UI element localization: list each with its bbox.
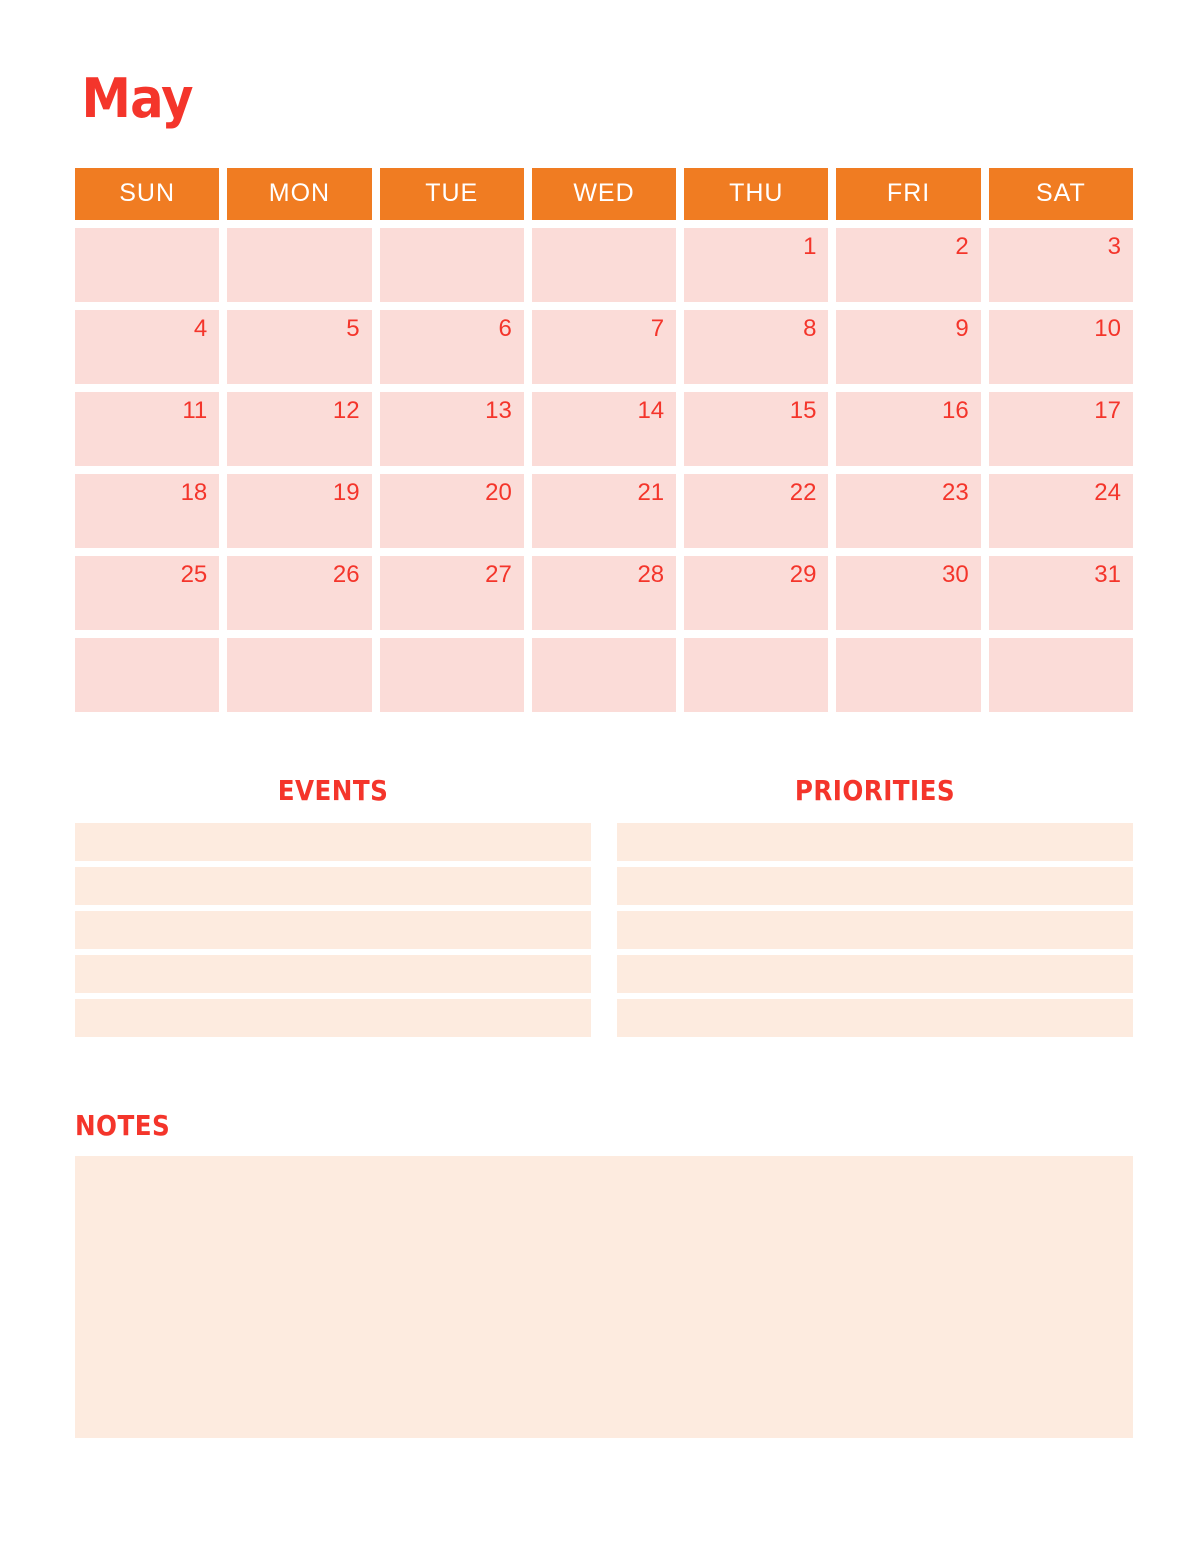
calendar-week-row xyxy=(75,310,1133,384)
day-cell[interactable] xyxy=(684,638,828,712)
events-column xyxy=(75,774,591,1043)
events-row[interactable] xyxy=(75,999,591,1037)
priorities-row[interactable] xyxy=(617,911,1133,949)
day-number: 7 xyxy=(650,315,665,342)
day-cell[interactable] xyxy=(989,556,1133,630)
day-number: 4 xyxy=(193,315,208,342)
calendar-week-row xyxy=(75,392,1133,466)
day-number: 13 xyxy=(485,397,512,424)
day-number: 29 xyxy=(789,561,817,588)
day-number: 31 xyxy=(1094,561,1121,588)
day-number: 23 xyxy=(942,479,969,506)
day-number: 27 xyxy=(485,561,512,588)
day-number: 10 xyxy=(1094,315,1121,342)
weekday-thu: THU xyxy=(684,168,828,220)
day-cell[interactable] xyxy=(75,638,219,712)
day-cell[interactable] xyxy=(836,310,980,384)
calendar-week-row xyxy=(75,474,1133,548)
day-cell[interactable] xyxy=(532,556,676,630)
day-cell[interactable] xyxy=(532,392,676,466)
weekday-header-row xyxy=(75,168,1133,220)
day-cell[interactable] xyxy=(836,556,980,630)
events-priorities-section xyxy=(65,774,1135,1043)
day-cell[interactable] xyxy=(532,228,676,302)
day-cell[interactable] xyxy=(227,392,371,466)
calendar-grid xyxy=(65,168,1135,712)
day-number: 25 xyxy=(180,561,208,588)
day-number: 12 xyxy=(332,397,360,424)
weekday-wed: WED xyxy=(532,168,676,220)
day-cell[interactable] xyxy=(684,392,828,466)
day-cell[interactable] xyxy=(380,392,524,466)
priorities-row[interactable] xyxy=(617,955,1133,993)
day-cell[interactable] xyxy=(380,638,524,712)
day-cell[interactable] xyxy=(380,556,524,630)
day-cell[interactable] xyxy=(989,474,1133,548)
day-number: 20 xyxy=(485,479,512,506)
day-cell[interactable] xyxy=(989,310,1133,384)
weekday-fri: FRI xyxy=(836,168,980,220)
day-number: 1 xyxy=(803,233,817,260)
day-cell[interactable] xyxy=(75,474,219,548)
day-number: 19 xyxy=(332,479,360,506)
day-cell[interactable] xyxy=(75,556,219,630)
day-number: 5 xyxy=(346,315,360,342)
weekday-sat: SAT xyxy=(989,168,1133,220)
day-cell[interactable] xyxy=(75,228,219,302)
notes-section xyxy=(65,1109,1135,1438)
day-cell[interactable] xyxy=(75,310,219,384)
day-number: 30 xyxy=(942,561,969,588)
day-number: 28 xyxy=(637,561,665,588)
day-number: 14 xyxy=(637,397,665,424)
day-cell[interactable] xyxy=(380,228,524,302)
day-cell[interactable] xyxy=(989,228,1133,302)
day-cell[interactable] xyxy=(989,392,1133,466)
priorities-row[interactable] xyxy=(617,823,1133,861)
day-cell[interactable] xyxy=(227,474,371,548)
day-number: 22 xyxy=(789,479,817,506)
events-row[interactable] xyxy=(75,867,591,905)
day-cell[interactable] xyxy=(684,474,828,548)
day-number: 15 xyxy=(789,397,817,424)
day-number: 2 xyxy=(955,233,969,260)
day-number: 8 xyxy=(803,315,817,342)
events-row[interactable] xyxy=(75,955,591,993)
day-cell[interactable] xyxy=(380,474,524,548)
day-cell[interactable] xyxy=(75,392,219,466)
day-number: 9 xyxy=(955,315,969,342)
weekday-sun: SUN xyxy=(75,168,219,220)
day-number: 24 xyxy=(1094,479,1121,506)
day-cell[interactable] xyxy=(836,228,980,302)
day-cell[interactable] xyxy=(684,310,828,384)
notes-heading: NOTES xyxy=(75,1109,171,1142)
day-cell[interactable] xyxy=(532,638,676,712)
priorities-row[interactable] xyxy=(617,999,1133,1037)
day-cell[interactable] xyxy=(836,474,980,548)
events-row[interactable] xyxy=(75,823,591,861)
calendar-week-row xyxy=(75,638,1133,712)
day-number: 11 xyxy=(182,397,208,424)
day-number: 26 xyxy=(332,561,360,588)
events-heading: EVENTS xyxy=(277,774,389,807)
calendar-week-row xyxy=(75,228,1133,302)
day-cell[interactable] xyxy=(836,638,980,712)
day-number: 18 xyxy=(180,479,208,506)
day-cell[interactable] xyxy=(836,392,980,466)
day-cell[interactable] xyxy=(227,556,371,630)
page-title: May xyxy=(81,67,193,130)
day-cell[interactable] xyxy=(380,310,524,384)
day-cell[interactable] xyxy=(989,638,1133,712)
day-cell[interactable] xyxy=(227,310,371,384)
calendar-week-row xyxy=(75,556,1133,630)
day-cell[interactable] xyxy=(532,310,676,384)
priorities-row[interactable] xyxy=(617,867,1133,905)
notes-area[interactable] xyxy=(75,1156,1133,1438)
day-cell[interactable] xyxy=(532,474,676,548)
day-cell[interactable] xyxy=(227,228,371,302)
weekday-tue: TUE xyxy=(380,168,524,220)
day-number: 3 xyxy=(1107,233,1121,260)
day-number: 21 xyxy=(637,479,665,506)
events-row[interactable] xyxy=(75,911,591,949)
day-number: 17 xyxy=(1094,397,1121,424)
day-cell[interactable] xyxy=(227,638,371,712)
priorities-column xyxy=(617,774,1133,1043)
day-cell[interactable] xyxy=(684,556,828,630)
day-number: 6 xyxy=(498,315,512,342)
day-cell[interactable] xyxy=(684,228,828,302)
priorities-heading: PRIORITIES xyxy=(794,774,956,807)
weekday-mon: MON xyxy=(227,168,371,220)
day-number: 16 xyxy=(942,397,969,424)
